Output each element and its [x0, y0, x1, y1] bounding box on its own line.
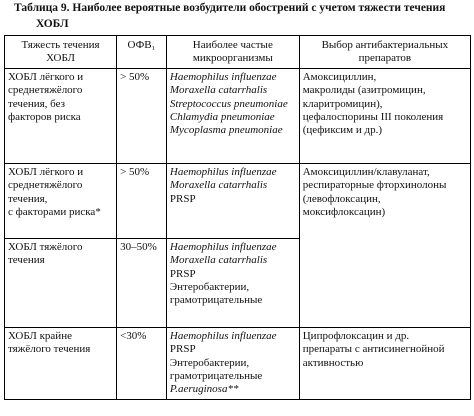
microorganisms-cell: Haemophilus influenzae Moraxella catarrhalis PRSP: [166, 163, 299, 238]
fev1-cell: > 50%: [117, 163, 167, 238]
microorganisms-cell: Haemophilus influenzae PRSP Энтеробактерии, грамотрицательные P.aeruginosa**: [166, 327, 299, 399]
severity-cell: ХОБЛ тяжёлого течения: [5, 238, 117, 327]
fev1-cell: <30%: [117, 327, 167, 399]
caption-line-2: ХОБЛ: [36, 18, 69, 30]
pathogens-table: [4, 35, 471, 400]
header-severity: Тяжесть течения ХОБЛ: [5, 36, 117, 69]
severity-cell: ХОБЛ лёгкого и среднетяжёлого течения, с факторами риска*: [5, 163, 117, 238]
antibiotics-cell: Амоксициллин, макролиды (азитромицин, кларитромицин), цефалоспорины III поколения (цефиксим и др.): [299, 68, 470, 163]
fev1-cell: 30–50%: [117, 238, 167, 327]
fev1-cell: > 50%: [117, 68, 167, 163]
table-row: [5, 327, 471, 399]
table-row: [5, 68, 471, 163]
caption-line-1: Таблица 9. Наиболее вероятные возбудители обострений с учетом тяжести течения: [14, 2, 446, 14]
severity-cell: ХОБЛ крайне тяжёлого течения: [5, 327, 117, 399]
antibiotics-cell: Ципрофлоксацин и др. препараты с антисинегнойной активностью: [299, 327, 470, 399]
microorganisms-cell: Haemophilus influenzae Moraxella catarrhalis PRSP Энтеробактерии, грамотрицательные: [166, 238, 299, 327]
microorganisms-cell: Haemophilus influenzae Moraxella catarrhalis Streptococcus pneumoniae Chlamydia pneumoniae Mycoplasma pneumoniae: [166, 68, 299, 163]
header-microorganisms: Наиболее частые микроорганизмы: [166, 36, 299, 69]
severity-cell: ХОБЛ лёгкого и среднетяжёлого течения, без факторов риска: [5, 68, 117, 163]
header-antibiotics: Выбор антибактериальных препаратов: [299, 36, 470, 69]
table-row: [5, 163, 471, 238]
header-fev1: ОФВ₁: [117, 36, 167, 69]
header-row: [5, 36, 471, 69]
antibiotics-cell: Амоксициллин/клавуланат, респираторные фторхинолоны (левофлоксацин, моксифлоксацин): [299, 163, 470, 327]
